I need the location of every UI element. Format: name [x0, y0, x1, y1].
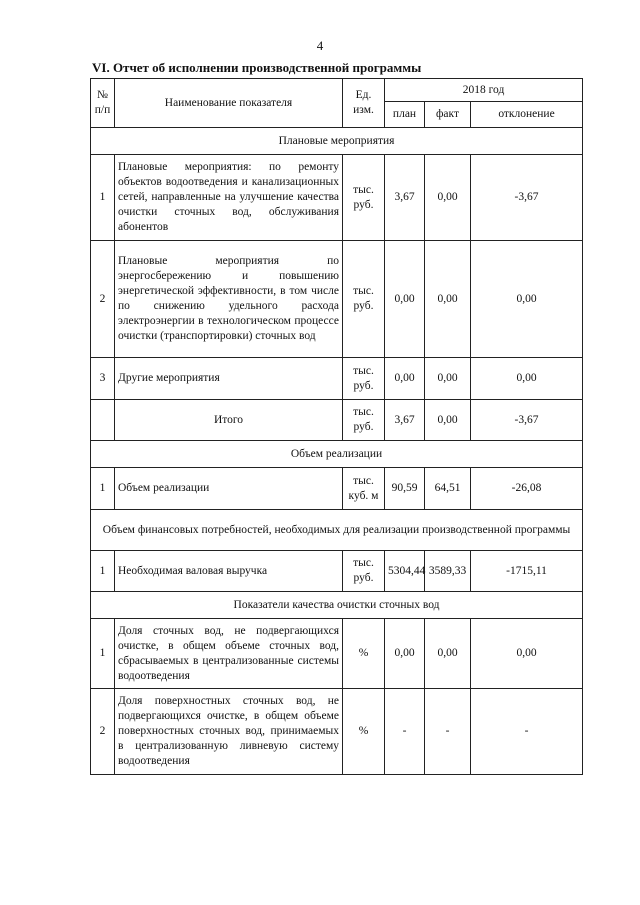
- row-name: Плановые мероприятия по энергосбережению и повышению энергетической эффективности, в том числе по снижению удельного расхода электроэнергии в технологическом процессе очистки (транспортировки) сточных вод: [115, 241, 343, 358]
- row-fact: 64,51: [425, 468, 471, 510]
- header-year: 2018 год: [385, 79, 583, 102]
- row-unit: тыс. руб.: [343, 551, 385, 592]
- table-row: [91, 551, 583, 592]
- row-unit: тыс. руб.: [343, 358, 385, 400]
- header-num: № п/п: [91, 79, 115, 128]
- section-title: VI. Отчет об исполнении производственной программы: [92, 60, 422, 75]
- row-name: Другие мероприятия: [115, 358, 343, 400]
- row-plan: 5304,44: [385, 551, 425, 592]
- row-deviation: 0,00: [471, 619, 583, 689]
- total-row: [91, 400, 583, 441]
- header-unit: Ед. изм.: [343, 79, 385, 128]
- row-fact: 3589,33: [425, 551, 471, 592]
- total-num: [91, 400, 115, 441]
- header-plan: план: [385, 102, 425, 128]
- row-name: Необходимая валовая выручка: [115, 551, 343, 592]
- table-row: [91, 468, 583, 510]
- row-deviation: 0,00: [471, 358, 583, 400]
- total-unit: тыс. руб.: [343, 400, 385, 441]
- row-plan: 0,00: [385, 241, 425, 358]
- row-num: 1: [91, 468, 115, 510]
- header-row-1: [91, 79, 583, 102]
- row-plan: 0,00: [385, 358, 425, 400]
- row-fact: 0,00: [425, 358, 471, 400]
- row-fact: 0,00: [425, 619, 471, 689]
- header-fact: факт: [425, 102, 471, 128]
- table-row: [91, 155, 583, 241]
- section-finance: [91, 510, 583, 551]
- row-name: Плановые мероприятия: по ремонту объектов водоотведения и канализационных сетей, направленные на улучшение качества очистки сточных вод, обслуживания абонентов: [115, 155, 343, 241]
- row-unit: тыс. куб. м: [343, 468, 385, 510]
- row-plan: 90,59: [385, 468, 425, 510]
- table-row: [91, 689, 583, 775]
- row-plan: -: [385, 689, 425, 775]
- section-planned: [91, 128, 583, 155]
- row-deviation: -3,67: [471, 155, 583, 241]
- section-finance-title: Объем финансовых потребностей, необходимых для реализации производственной программы: [91, 510, 583, 551]
- table-row: [91, 358, 583, 400]
- row-num: 2: [91, 689, 115, 775]
- page-number: 4: [316, 38, 324, 53]
- row-unit: %: [343, 619, 385, 689]
- row-fact: 0,00: [425, 155, 471, 241]
- section-quality-title: Показатели качества очистки сточных вод: [91, 592, 583, 619]
- total-name: Итого: [115, 400, 343, 441]
- row-fact: -: [425, 689, 471, 775]
- row-num: 1: [91, 155, 115, 241]
- row-deviation: -1715,11: [471, 551, 583, 592]
- row-fact: 0,00: [425, 241, 471, 358]
- row-unit: %: [343, 689, 385, 775]
- row-deviation: -26,08: [471, 468, 583, 510]
- table-row: [91, 241, 583, 358]
- total-fact: 0,00: [425, 400, 471, 441]
- row-num: 1: [91, 551, 115, 592]
- header-deviation: отклонение: [471, 102, 583, 128]
- section-planned-title: Плановые мероприятия: [91, 128, 583, 155]
- header-name: Наименование показателя: [115, 79, 343, 128]
- row-plan: 0,00: [385, 619, 425, 689]
- row-num: 2: [91, 241, 115, 358]
- row-unit: тыс. руб.: [343, 155, 385, 241]
- row-plan: 3,67: [385, 155, 425, 241]
- total-plan: 3,67: [385, 400, 425, 441]
- row-deviation: -: [471, 689, 583, 775]
- report-table: [90, 78, 583, 775]
- row-name: Объем реализации: [115, 468, 343, 510]
- section-volume: [91, 441, 583, 468]
- row-name: Доля сточных вод, не подвергающихся очистке, в общем объеме сточных вод, сбрасываемых в централизованные системы водоотведения: [115, 619, 343, 689]
- section-quality: [91, 592, 583, 619]
- table-row: [91, 619, 583, 689]
- total-deviation: -3,67: [471, 400, 583, 441]
- section-volume-title: Объем реализации: [91, 441, 583, 468]
- row-name: Доля поверхностных сточных вод, не подвергающихся очистке, в общем объеме поверхностных сточных вод, принимаемых в централизованную ливневую систему водоотведения: [115, 689, 343, 775]
- row-deviation: 0,00: [471, 241, 583, 358]
- row-unit: тыс. руб.: [343, 241, 385, 358]
- row-num: 3: [91, 358, 115, 400]
- row-num: 1: [91, 619, 115, 689]
